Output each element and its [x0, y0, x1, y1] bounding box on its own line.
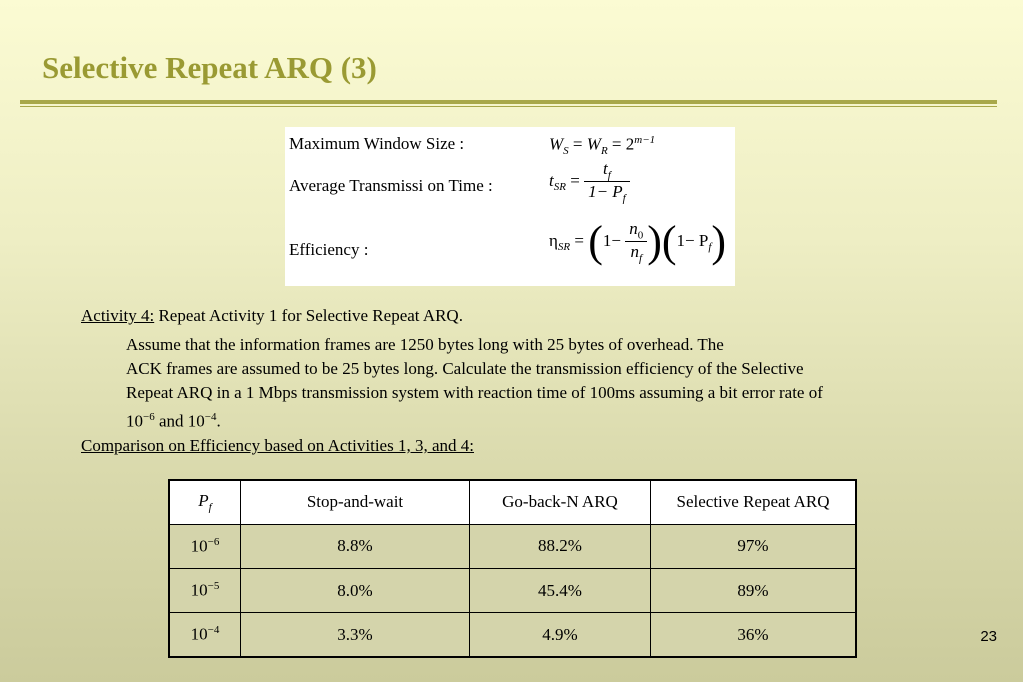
- table-header-row: [169, 480, 856, 524]
- title-divider-thin: [20, 106, 997, 107]
- cell-selective-repeat: 97%: [651, 524, 857, 568]
- activity-text-line-4: $10^{-6}$ and $10^{-4}$.: [126, 411, 221, 431]
- activity-heading-text: Repeat Activity 1 for Selective Repeat ARQ.: [154, 306, 463, 325]
- table-row: [169, 524, 856, 568]
- header-go-back-n: Go-back-N ARQ: [470, 480, 651, 524]
- header-stop-and-wait: Stop-and-wait: [241, 480, 470, 524]
- formula-box: [285, 127, 735, 286]
- activity-text-line-1: Assume that the information frames are 1250 bytes long with 25 bytes of overhead. The: [126, 335, 724, 354]
- cell-selective-repeat: 36%: [651, 613, 857, 657]
- cell-go-back-n: 4.9%: [470, 613, 651, 657]
- row-pf: $10^{-4}$: [169, 613, 241, 657]
- header-selective-repeat: Selective Repeat ARQ: [651, 480, 857, 524]
- page-number: 23: [980, 628, 997, 645]
- cell-stop-and-wait: 8.0%: [241, 569, 470, 613]
- row-pf: $10^{-5}$: [169, 569, 241, 613]
- efficiency-formula: $\eta_{SR} = (1-$ $\frac{n_0}{n_f}$ )$(1- P_f)$: [549, 216, 727, 266]
- table-row: [169, 569, 856, 613]
- efficiency-table: [168, 479, 857, 658]
- activity-heading: Activity 4:: [81, 306, 155, 325]
- header-pf: $P_f$: [169, 480, 241, 524]
- max-window-label: Maximum Window Size :: [289, 134, 465, 153]
- title-divider: [20, 100, 997, 104]
- avg-time-label: Average Transmissi on Time :: [289, 176, 493, 195]
- table-row: [169, 613, 856, 657]
- slide-title: Selective Repeat ARQ (3): [42, 50, 377, 85]
- cell-go-back-n: 88.2%: [470, 524, 651, 568]
- activity-line: [81, 306, 463, 326]
- avg-time-formula: $t_{SR}$ = $\frac{t_f}{1- P_f}$: [549, 159, 630, 205]
- efficiency-label: Efficiency :: [289, 240, 369, 259]
- activity-description: [126, 333, 976, 434]
- max-window-formula: $W_S = W_R = 2^{m-1}$: [549, 134, 656, 158]
- cell-stop-and-wait: 3.3%: [241, 613, 470, 657]
- cell-selective-repeat: 89%: [651, 569, 857, 613]
- activity-text-line-3: Repeat ARQ in a 1 Mbps transmission system with reaction time of 100ms assuming a bit error rate of: [126, 383, 823, 402]
- comparison-heading: Comparison on Efficiency based on Activities 1, 3, and 4:: [81, 436, 474, 455]
- row-pf: $10^{-6}$: [169, 524, 241, 568]
- activity-text-line-2: ACK frames are assumed to be 25 bytes long. Calculate the transmission efficiency of the Selective: [126, 359, 804, 378]
- cell-stop-and-wait: 8.8%: [241, 524, 470, 568]
- cell-go-back-n: 45.4%: [470, 569, 651, 613]
